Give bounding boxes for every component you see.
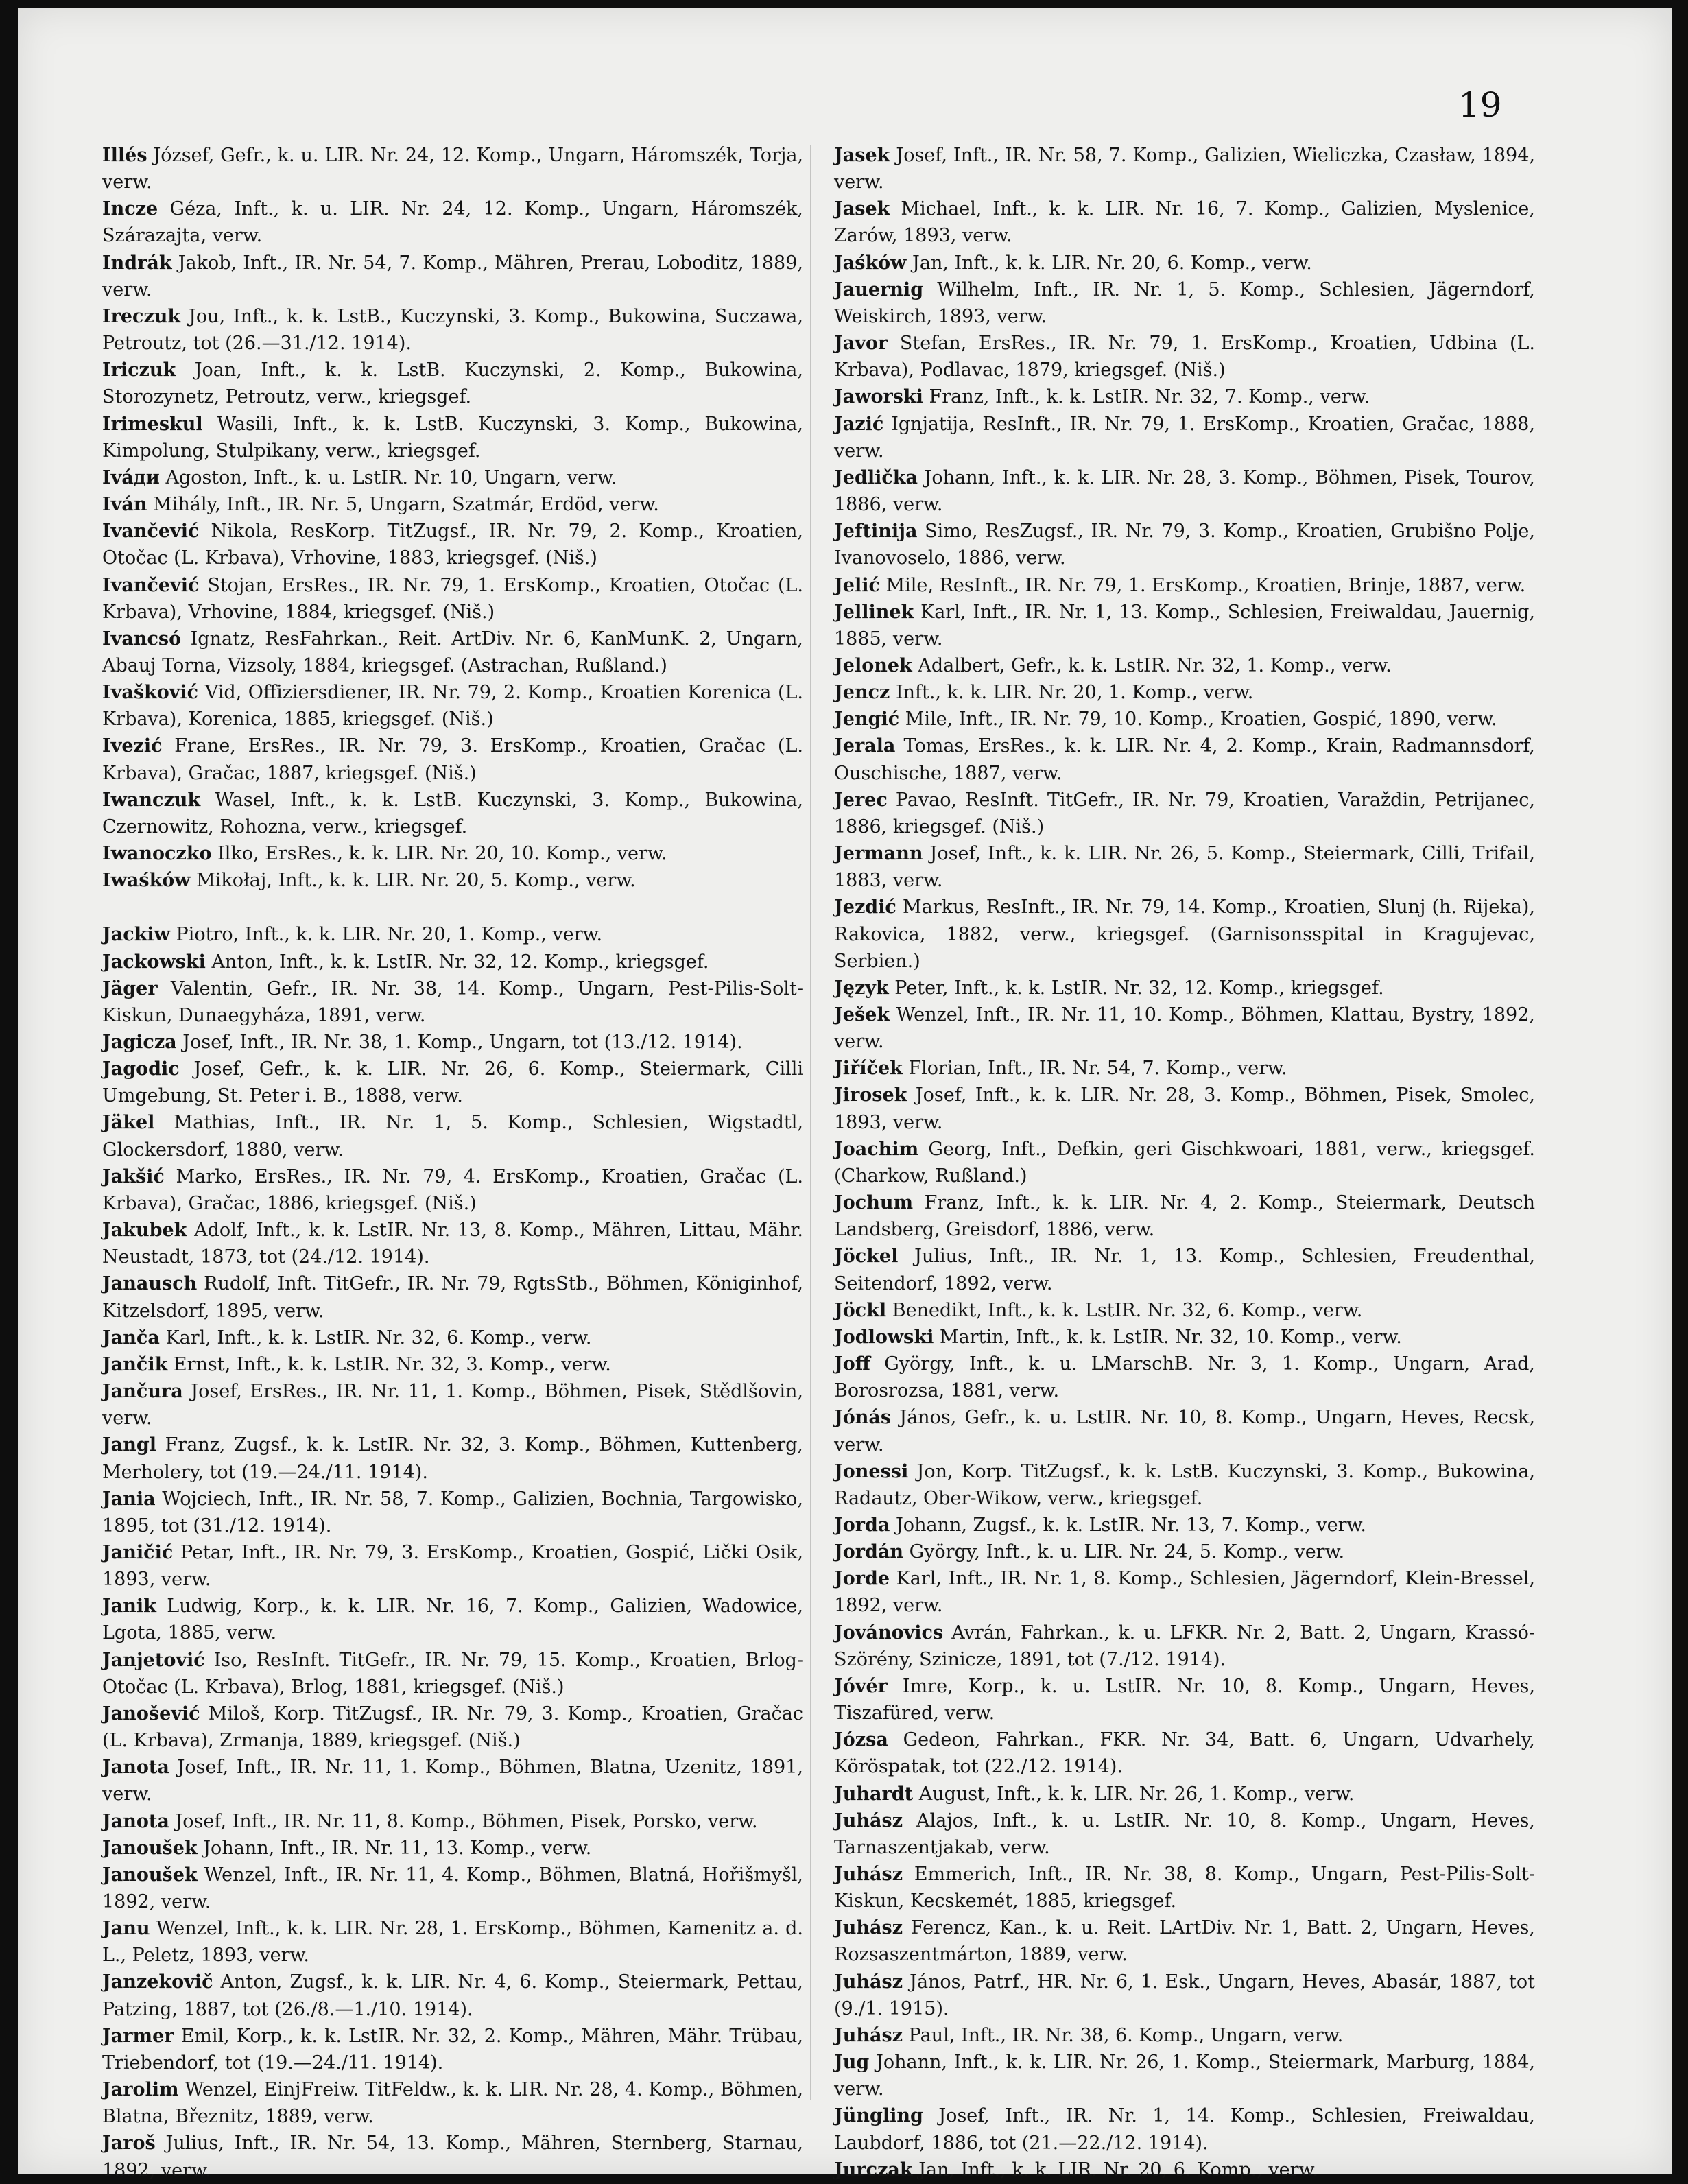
column-divider	[810, 145, 811, 2100]
entry-surname: Jorda	[834, 1514, 890, 1536]
list-entry	[834, 1969, 1535, 2022]
entry-surname: Indrák	[102, 252, 172, 274]
list-entry	[834, 1404, 1535, 1458]
list-entry	[834, 464, 1535, 518]
list-entry	[834, 1297, 1535, 1324]
list-entry	[102, 1754, 803, 1807]
entry-surname: Ireczuk	[102, 305, 181, 327]
entry-details: Gedeon, Fahrkan., FKR. Nr. 34, Batt. 6, Ungarn, Udvarhely, Köröspatak, tot (22./12. 1914).	[834, 1729, 1535, 1778]
entry-details: Tomas, ErsRes., k. k. LIR. Nr. 4, 2. Komp., Krain, Radmannsdorf, Ouschische, 1887, verw.	[834, 735, 1535, 784]
entry-surname: Juhász	[834, 1971, 903, 1993]
entry-surname: Jaroš	[102, 2133, 156, 2155]
entry-details: Mathias, Inft., IR. Nr. 1, 5. Komp., Schlesien, Wigstadtl, Glockersdorf, 1880, verw.	[102, 1112, 803, 1161]
list-entry	[102, 1056, 803, 1109]
entry-details: Josef, Inft., IR. Nr. 1, 14. Komp., Schlesien, Freiwaldau, Laubdorf, 1886, tot (21.—22./12. 1914).	[834, 2105, 1535, 2154]
entry-details: Wenzel, Inft., IR. Nr. 11, 4. Komp., Böhmen, Blatná, Hořišmyšl, 1892, verw.	[102, 1864, 803, 1912]
entry-details: Julius, Inft., IR. Nr. 54, 13. Komp., Mähren, Sternberg, Starnau, 1892, verw.	[102, 2133, 803, 2181]
entry-surname: Jackowski	[102, 951, 206, 973]
entry-details: Martin, Inft., k. k. LstIR. Nr. 32, 10. Komp., verw.	[939, 1326, 1402, 1348]
entry-surname: Janik	[102, 1595, 156, 1617]
entry-surname: Janošević	[102, 1702, 200, 1724]
list-entry	[834, 706, 1535, 733]
entry-surname: Jordán	[834, 1541, 904, 1563]
list-entry	[102, 679, 803, 733]
entry-details: Georg, Inft., Defkin, geri Gischkwoari, 1881, verw., kriegsgef. (Charkow, Rußland.)	[834, 1138, 1535, 1187]
list-entry	[834, 652, 1535, 679]
entry-surname: Jedlička	[834, 466, 918, 488]
list-entry	[102, 2076, 803, 2130]
list-entry	[834, 276, 1535, 330]
entry-surname: Jagodic	[102, 1058, 180, 1080]
entry-details: Piotro, Inft., k. k. LIR. Nr. 20, 1. Komp., verw.	[176, 924, 603, 946]
entry-surname: Jakubek	[102, 1220, 187, 1242]
entry-surname: Jakšić	[102, 1165, 165, 1187]
list-entry	[102, 1808, 803, 1835]
entry-surname: Illés	[102, 145, 147, 166]
list-entry	[102, 1915, 803, 1969]
entry-surname: Iwanczuk	[102, 789, 201, 811]
list-entry	[834, 1807, 1535, 1861]
entry-surname: Ješek	[834, 1004, 890, 1025]
entry-details: Wasili, Inft., k. k. LstB. Kuczynski, 3. Komp., Bukowina, Kimpolung, Stulpikany, verw., kriegsgef.	[102, 413, 803, 462]
entry-surname: Janzekovič	[102, 1971, 213, 1993]
list-entry	[834, 679, 1535, 706]
entry-details: Marko, ErsRes., IR. Nr. 79, 4. ErsKomp., Kroatien, Gračac (L. Krbava), Gračac, 1886, kriegsgef. (Niš.)	[102, 1165, 803, 1214]
list-entry	[834, 2049, 1535, 2102]
list-entry	[834, 1001, 1535, 1055]
entry-surname: Jochum	[834, 1192, 914, 1214]
entry-surname: Janoušek	[102, 1837, 198, 1859]
entry-details: Iso, ResInft. TitGefr., IR. Nr. 79, 15. Komp., Kroatien, Brlog-Otočac (L. Krbava), Brlog, 1881, kriegsgef. (Niš.)	[102, 1649, 803, 1698]
page-number: 19	[1458, 85, 1502, 125]
entry-surname: Jezdić	[834, 897, 896, 918]
entry-surname: Jurczak	[834, 2159, 913, 2181]
entry-surname: Jasek	[834, 145, 890, 166]
entry-surname: Janausch	[102, 1273, 198, 1295]
entry-surname: Jeftinija	[834, 521, 918, 543]
entry-surname: Jarmer	[102, 2025, 174, 2047]
list-entry	[102, 949, 803, 975]
list-entry	[834, 787, 1535, 840]
list-entry	[102, 250, 803, 303]
entry-surname: Juhász	[834, 2024, 903, 2046]
list-entry	[102, 2130, 803, 2183]
list-entry	[102, 142, 803, 195]
entry-details: György, Inft., k. u. LIR. Nr. 24, 5. Komp., verw.	[909, 1541, 1345, 1563]
entry-surname: Juhász	[834, 1809, 903, 1831]
list-entry	[102, 195, 803, 249]
entry-surname: Janoušek	[102, 1864, 198, 1886]
right-column	[834, 142, 1535, 2183]
list-entry	[102, 1593, 803, 1646]
list-entry	[834, 1565, 1535, 1619]
list-entry	[834, 1324, 1535, 1351]
list-entry	[102, 1539, 803, 1593]
list-entry	[834, 518, 1535, 571]
entry-surname: Incze	[102, 198, 158, 220]
entry-surname: Jellinek	[834, 601, 914, 623]
entry-details: Josef, ErsRes., IR. Nr. 11, 1. Komp., Böhmen, Pisek, Stědlšovin, verw.	[102, 1381, 803, 1429]
entry-details: Wenzel, Inft., k. k. LIR. Nr. 28, 1. ErsKomp., Böhmen, Kamenitz a. d. L., Peletz, 1893, verw.	[102, 1918, 803, 1967]
entry-details: Ernst, Inft., k. k. LstIR. Nr. 32, 3. Komp., verw.	[173, 1353, 611, 1375]
entry-surname: Juhász	[834, 1864, 903, 1885]
entry-details: Mile, ResInft., IR. Nr. 79, 1. ErsKomp., Kroatien, Brinje, 1887, verw.	[885, 574, 1526, 596]
entry-details: Nikola, ResKorp. TitZugsf., IR. Nr. 79, 2. Komp., Kroatien, Otočac (L. Krbava), Vrhovine, 1883, kriegsgef. (Niš.)	[102, 521, 803, 569]
entry-details: György, Inft., k. u. LMarschB. Nr. 3, 1. Komp., Ungarn, Arad, Borosrozsa, 1881, verw.	[834, 1353, 1535, 1402]
entry-details: Wenzel, EinjFreiw. TitFeldw., k. k. LIR. Nr. 28, 4. Komp., Böhmen, Blatna, Březnitz, 1889, verw.	[102, 2079, 803, 2128]
list-entry	[834, 1189, 1535, 1243]
entry-details: Jakob, Inft., IR. Nr. 54, 7. Komp., Mähren, Prerau, Loboditz, 1889, verw.	[102, 252, 803, 300]
entry-surname: Jäger	[102, 977, 158, 999]
entry-details: Stojan, ErsRes., IR. Nr. 79, 1. ErsKomp., Kroatien, Otočac (L. Krbava), Vrhovine, 1884, kriegsgef. (Niš.)	[102, 574, 803, 623]
list-entry	[102, 1325, 803, 1351]
entry-surname: Ivezić	[102, 735, 163, 757]
entry-surname: Jauernig	[834, 278, 924, 300]
list-entry	[834, 572, 1535, 599]
entry-surname: Jiříček	[834, 1058, 903, 1080]
entry-details: Johann, Inft., IR. Nr. 11, 13. Komp., verw.	[203, 1837, 592, 1859]
list-entry	[834, 1673, 1535, 1726]
entry-details: Emmerich, Inft., IR. Nr. 38, 8. Komp., Ungarn, Pest-Pilis-Solt-Kiskun, Kecskemét, 1885, kriegsgef.	[834, 1864, 1535, 1912]
list-entry	[834, 330, 1535, 383]
list-entry	[834, 250, 1535, 276]
entry-surname: Joachim	[834, 1138, 919, 1160]
entry-surname: Jodlowski	[834, 1326, 934, 1348]
list-entry	[834, 1914, 1535, 1968]
list-entry	[834, 894, 1535, 974]
list-entry	[102, 1270, 803, 1324]
entry-surname: Jónás	[834, 1407, 892, 1429]
entry-details: Valentin, Gefr., IR. Nr. 38, 14. Komp., Ungarn, Pest-Pilis-Solt-Kiskun, Dunaegyháza, 1891, verw.	[102, 977, 803, 1026]
entry-details: Jan, Inft., k. k. LIR. Nr. 20, 6. Komp., verw.	[912, 252, 1312, 274]
entry-details: Wenzel, Inft., IR. Nr. 11, 10. Komp., Böhmen, Klattau, Bystry, 1892, verw.	[834, 1004, 1536, 1053]
entry-surname: Jöckl	[834, 1299, 887, 1321]
list-entry	[102, 1029, 803, 1056]
entry-details: Pavao, ResInft. TitGefr., IR. Nr. 79, Kroatien, Varaždin, Petrijanec, 1886, kriegsgef. (Niš.)	[834, 789, 1535, 838]
entry-surname: Jančura	[102, 1381, 183, 1403]
list-entry	[102, 867, 803, 894]
list-entry	[834, 1243, 1535, 1296]
list-entry	[102, 840, 803, 867]
entry-details: Josef, Inft., IR. Nr. 11, 1. Komp., Böhmen, Blatna, Uzenitz, 1891, verw.	[102, 1757, 803, 1805]
list-entry	[834, 1726, 1535, 1780]
entry-surname: Jöckel	[834, 1246, 899, 1268]
list-entry	[834, 1861, 1535, 1914]
entry-details: Josef, Inft., IR. Nr. 38, 1. Komp., Ungarn, tot (13./12. 1914).	[182, 1032, 743, 1053]
entry-details: Karl, Inft., k. k. LstIR. Nr. 32, 6. Komp., verw.	[165, 1327, 592, 1349]
entry-details: Johann, Inft., k. k. LIR. Nr. 26, 1. Komp., Steiermark, Marburg, 1884, verw.	[834, 2052, 1535, 2100]
entry-details: Alajos, Inft., k. u. LstIR. Nr. 10, 8. Komp., Ungarn, Heves, Tarnaszentjakab, verw.	[834, 1809, 1535, 1858]
entry-details: Michael, Inft., k. k. LIR. Nr. 16, 7. Komp., Galizien, Myslenice, Zarów, 1893, verw.	[834, 198, 1535, 247]
entry-details: Paul, Inft., IR. Nr. 38, 6. Komp., Ungarn, verw.	[908, 2024, 1344, 2046]
list-entry	[834, 2022, 1535, 2049]
entry-details: Peter, Inft., k. k. LstIR. Nr. 32, 12. Komp., kriegsgef.	[894, 977, 1384, 999]
list-entry	[102, 1969, 803, 2022]
entry-details: Jon, Korp. TitZugsf., k. k. LstB. Kuczynski, 3. Komp., Bukowina, Radautz, Ober-Wikow, verw., kriegsgef.	[834, 1460, 1535, 1509]
entry-details: Adolf, Inft., k. k. LstIR. Nr. 13, 8. Komp., Mähren, Littau, Mähr. Neustadt, 1873, tot (24./12. 1914).	[102, 1220, 803, 1268]
list-entry	[834, 1458, 1535, 1512]
entry-details: Rudolf, Inft. TitGefr., IR. Nr. 79, RgtsStb., Böhmen, Königinhof, Kitzelsdorf, 1895, verw.	[102, 1273, 803, 1322]
list-entry	[102, 1486, 803, 1539]
entry-details: Josef, Inft., IR. Nr. 11, 8. Komp., Böhmen, Pisek, Porsko, verw.	[175, 1810, 758, 1832]
entry-surname: Jaśków	[834, 252, 907, 274]
entry-details: Vid, Offiziersdiener, IR. Nr. 79, 2. Komp., Kroatien Korenica (L. Krbava), Korenica, 1885, kriegsgef. (Niš.)	[102, 682, 803, 731]
entry-surname: Jania	[102, 1488, 156, 1510]
entry-surname: Joff	[834, 1353, 870, 1375]
entry-details: Josef, Inft., IR. Nr. 58, 7. Komp., Galizien, Wieliczka, Czasław, 1894, verw.	[834, 145, 1535, 193]
entry-details: Josef, Inft., k. k. LIR. Nr. 28, 3. Komp., Böhmen, Pisek, Smolec, 1893, verw.	[834, 1084, 1535, 1133]
entry-details: Johann, Inft., k. k. LIR. Nr. 28, 3. Komp., Böhmen, Pisek, Tourov, 1886, verw.	[834, 466, 1535, 516]
entry-details: Avrán, Fahrkan., k. u. LFKR. Nr. 2, Batt. 2, Ungarn, Krassó-Szörény, Szinicze, 1891, tot (7./12. 1914).	[834, 1622, 1535, 1670]
entry-surname: Janu	[102, 1918, 150, 1940]
entry-details: Josef, Inft., k. k. LIR. Nr. 26, 5. Komp., Steiermark, Cilli, Trifail, 1883, verw.	[834, 843, 1535, 892]
entry-surname: Javor	[834, 333, 888, 355]
entry-surname: Jonessi	[834, 1460, 909, 1482]
entry-surname: Jovánovics	[834, 1622, 944, 1643]
entry-details: Anton, Zugsf., k. k. LIR. Nr. 4, 6. Komp., Steiermark, Pettau, Patzing, 1887, tot (26./8.—1./10. 1914).	[102, 1971, 803, 2020]
entry-surname: Iwanoczko	[102, 843, 212, 865]
list-entry	[102, 303, 803, 357]
list-entry	[834, 733, 1535, 786]
list-entry	[834, 599, 1535, 652]
entry-surname: Jaworski	[834, 386, 923, 408]
entry-details: Ignjatija, ResInft., IR. Nr. 79, 1. ErsKomp., Kroatien, Gračac, 1888, verw.	[834, 413, 1535, 462]
entry-surname: Jarolim	[102, 2079, 179, 2101]
entry-surname: Język	[834, 977, 889, 999]
list-entry	[102, 1109, 803, 1163]
list-entry	[102, 1700, 803, 1754]
entry-surname: Jóvér	[834, 1675, 888, 1697]
list-entry	[834, 2157, 1535, 2183]
list-entry	[834, 1619, 1535, 1673]
entry-surname: Jerala	[834, 735, 896, 757]
entry-surname: Jagicza	[102, 1032, 177, 1053]
entry-surname: Jorde	[834, 1568, 890, 1590]
entry-surname: Jelonek	[834, 654, 912, 676]
entry-details: János, Gefr., k. u. LstIR. Nr. 10, 8. Komp., Ungarn, Heves, Recsk, verw.	[834, 1407, 1535, 1456]
entry-surname: Józsa	[834, 1729, 888, 1751]
list-entry	[102, 1163, 803, 1217]
entry-surname: Iván	[102, 494, 147, 516]
list-entry	[834, 1539, 1535, 1565]
entry-details: Jan, Inft., k. k. LIR. Nr. 20, 6. Komp., verw.	[918, 2159, 1319, 2181]
entry-surname: Juhardt	[834, 1783, 914, 1805]
list-entry	[102, 464, 803, 491]
entry-details: Agoston, Inft., k. u. LstIR. Nr. 10, Ungarn, verw.	[165, 466, 617, 488]
entry-surname: Jengić	[834, 709, 900, 731]
entry-details: József, Gefr., k. u. LIR. Nr. 24, 12. Komp., Ungarn, Háromszék, Torja, verw.	[102, 145, 803, 193]
entry-details: Markus, ResInft., IR. Nr. 79, 14. Komp., Kroatien, Slunj (h. Rijeka), Rakovica, 1882, verw., kriegsgef. (Garnisonsspital in Kragujevac, Serbien.)	[834, 897, 1535, 972]
entry-details: Miloš, Korp. TitZugsf., IR. Nr. 79, 3. Komp., Kroatien, Gračac (L. Krbava), Zrmanja, 1889, kriegsgef. (Niš.)	[102, 1702, 803, 1752]
entry-surname: Jangl	[102, 1434, 157, 1456]
list-entry	[102, 975, 803, 1029]
list-entry	[102, 1647, 803, 1700]
entry-details: Mile, Inft., IR. Nr. 79, 10. Komp., Kroatien, Gospić, 1890, verw.	[905, 709, 1497, 731]
entry-surname: Jencz	[834, 682, 890, 704]
list-entry	[102, 411, 803, 464]
entry-details: Julius, Inft., IR. Nr. 1, 13. Komp., Schlesien, Freudenthal, Seitendorf, 1892, verw.	[834, 1246, 1535, 1294]
list-entry	[834, 1082, 1535, 1135]
list-entry	[102, 626, 803, 679]
entry-surname: Jackiw	[102, 924, 170, 946]
entry-surname: Ivašković	[102, 682, 199, 704]
entry-details: Simo, ResZugsf., IR. Nr. 79, 3. Komp., Kroatien, Grubišno Polje, Ivanovoselo, 1886, verw.	[834, 521, 1535, 569]
list-entry	[834, 1512, 1535, 1539]
list-entry	[102, 787, 803, 840]
entry-details: Mihály, Inft., IR. Nr. 5, Ungarn, Szatmár, Erdöd, verw.	[153, 494, 659, 516]
entry-details: Ilko, ErsRes., k. k. LIR. Nr. 20, 10. Komp., verw.	[217, 843, 667, 865]
entry-details: Wojciech, Inft., IR. Nr. 58, 7. Komp., Galizien, Bochnia, Targowisko, 1895, tot (31./12. 1914).	[102, 1488, 803, 1536]
entry-details: Benedikt, Inft., k. k. LstIR. Nr. 32, 6. Komp., verw.	[892, 1299, 1363, 1321]
entry-surname: Jančik	[102, 1353, 168, 1375]
entry-surname: Ivančević	[102, 574, 200, 596]
list-entry	[834, 975, 1535, 1001]
entry-details: Karl, Inft., IR. Nr. 1, 13. Komp., Schlesien, Freiwaldau, Jauernig, 1885, verw.	[834, 601, 1535, 650]
list-entry	[834, 1055, 1535, 1082]
entry-details: Franz, Zugsf., k. k. LstIR. Nr. 32, 3. Komp., Böhmen, Kuttenberg, Merholery, tot (19.—24./11. 1914).	[102, 1434, 803, 1483]
entry-details: Géza, Inft., k. u. LIR. Nr. 24, 12. Komp., Ungarn, Háromszék, Szárazajta, verw.	[102, 198, 803, 247]
document-page	[18, 8, 1672, 2181]
entry-details: Karl, Inft., IR. Nr. 1, 8. Komp., Schlesien, Jägerndorf, Klein-Bressel, 1892, verw.	[834, 1568, 1535, 1617]
entry-surname: Jermann	[834, 843, 923, 865]
entry-details: Adalbert, Gefr., k. k. LstIR. Nr. 32, 1. Komp., verw.	[918, 654, 1392, 676]
entry-details: Imre, Korp., k. u. LstIR. Nr. 10, 8. Komp., Ungarn, Heves, Tiszafüred, verw.	[834, 1675, 1535, 1724]
list-entry	[102, 1378, 803, 1432]
entry-details: Josef, Gefr., k. k. LIR. Nr. 26, 6. Komp., Steiermark, Cilli Umgebung, St. Peter i. B., 1888, verw.	[102, 1058, 803, 1107]
list-entry	[102, 491, 803, 518]
entry-details: Ludwig, Korp., k. k. LIR. Nr. 16, 7. Komp., Galizien, Wadowice, Lgota, 1885, verw.	[102, 1595, 803, 1644]
list-entry	[834, 1781, 1535, 1807]
list-entry	[834, 1351, 1535, 1404]
entry-details: Ferencz, Kan., k. u. Reit. LArtDiv. Nr. 1, Batt. 2, Ungarn, Heves, Rozsaszentmárton, 1889, verw.	[834, 1917, 1535, 1966]
entry-surname: Jüngling	[834, 2105, 923, 2127]
entry-details: János, Patrf., HR. Nr. 6, 1. Esk., Ungarn, Heves, Abasár, 1887, tot (9./1. 1915).	[834, 1971, 1535, 2019]
entry-surname: Jerec	[834, 789, 888, 811]
entry-surname: Ivančević	[102, 521, 200, 543]
list-entry	[102, 1217, 803, 1270]
list-entry	[102, 572, 803, 626]
entry-details: August, Inft., k. k. LIR. Nr. 26, 1. Komp., verw.	[918, 1783, 1355, 1805]
entry-details: Frane, ErsRes., IR. Nr. 79, 3. ErsKomp., Kroatien, Gračac (L. Krbava), Gračac, 1887, kriegsgef. (Niš.)	[102, 735, 803, 784]
entry-details: Ignatz, ResFahrkan., Reit. ArtDiv. Nr. 6, KanMunK. 2, Ungarn, Abauj Torna, Vizsoly, 1884, kriegsgef. (Astrachan, Rußland.)	[102, 628, 803, 676]
list-entry	[834, 383, 1535, 410]
entry-surname: Jelić	[834, 574, 880, 596]
entry-surname: Iváди	[102, 466, 160, 488]
entry-surname: Iriczuk	[102, 359, 176, 381]
entry-surname: Janjetović	[102, 1649, 205, 1671]
entry-surname: Jäkel	[102, 1112, 155, 1134]
list-entry	[102, 357, 803, 410]
entry-surname: Jasek	[834, 198, 890, 220]
entry-surname: Jirosek	[834, 1084, 907, 1106]
list-entry	[834, 195, 1535, 249]
entry-details: Franz, Inft., k. k. LIR. Nr. 4, 2. Komp., Steiermark, Deutsch Landsberg, Greisdorf, 1886, verw.	[834, 1192, 1535, 1241]
list-entry	[102, 733, 803, 786]
entry-surname: Janča	[102, 1327, 160, 1349]
entry-surname: Janičić	[102, 1541, 174, 1563]
entry-surname: Ivancsó	[102, 628, 182, 650]
entry-details: Emil, Korp., k. k. LstIR. Nr. 32, 2. Komp., Mähren, Mähr. Trübau, Triebendorf, tot (19.—24./11. 1914).	[102, 2025, 803, 2074]
list-entry	[834, 1136, 1535, 1189]
section-gap	[102, 894, 803, 921]
list-entry	[102, 921, 803, 948]
entry-surname: Jug	[834, 2052, 870, 2074]
entry-details: Wilhelm, Inft., IR. Nr. 1, 5. Komp., Schlesien, Jägerndorf, Weiskirch, 1893, verw.	[834, 278, 1535, 327]
left-column	[102, 142, 803, 2184]
entry-details: Stefan, ErsRes., IR. Nr. 79, 1. ErsKomp., Kroatien, Udbina (L. Krbava), Podlavac, 1879, kriegsgef. (Niš.)	[834, 333, 1535, 381]
entry-details: Inft., k. k. LIR. Nr. 20, 1. Komp., verw.	[895, 682, 1254, 704]
entry-details: Wasel, Inft., k. k. LstB. Kuczynski, 3. Komp., Bukowina, Czernowitz, Rohozna, verw., kriegsgef.	[102, 789, 803, 838]
list-entry	[102, 518, 803, 571]
list-entry	[102, 1351, 803, 1378]
list-entry	[834, 411, 1535, 464]
entry-details: Jou, Inft., k. k. LstB., Kuczynski, 3. Komp., Bukowina, Suczawa, Petroutz, tot (26.—31./12. 1914).	[102, 305, 803, 355]
entry-details: Mikołaj, Inft., k. k. LIR. Nr. 20, 5. Komp., verw.	[196, 870, 636, 892]
entry-details: Johann, Zugsf., k. k. LstIR. Nr. 13, 7. Komp., verw.	[895, 1514, 1366, 1536]
list-entry	[834, 840, 1535, 894]
entry-surname: Janota	[102, 1757, 169, 1779]
entry-surname: Irimeskul	[102, 413, 203, 435]
entry-surname: Jazić	[834, 413, 884, 435]
entry-details: Anton, Inft., k. k. LstIR. Nr. 32, 12. Komp., kriegsgef.	[211, 951, 709, 973]
entry-details: Florian, Inft., IR. Nr. 54, 7. Komp., verw.	[908, 1058, 1287, 1080]
list-entry	[102, 1835, 803, 1862]
list-entry	[834, 142, 1535, 195]
list-entry	[102, 2023, 803, 2076]
entry-details: Franz, Inft., k. k. LstIR. Nr. 32, 7. Komp., verw.	[929, 386, 1370, 408]
list-entry	[834, 2102, 1535, 2156]
entry-details: Petar, Inft., IR. Nr. 79, 3. ErsKomp., Kroatien, Gospić, Lički Osik, 1893, verw.	[102, 1541, 803, 1591]
entry-details: Joan, Inft., k. k. LstB. Kuczynski, 2. Komp., Bukowina, Storozynetz, Petroutz, verw., kriegsgef.	[102, 359, 803, 408]
list-entry	[102, 1432, 803, 1485]
entry-surname: Juhász	[834, 1917, 903, 1939]
list-entry	[102, 1862, 803, 1915]
entry-surname: Iwaśków	[102, 870, 191, 892]
entry-surname: Janota	[102, 1810, 169, 1832]
